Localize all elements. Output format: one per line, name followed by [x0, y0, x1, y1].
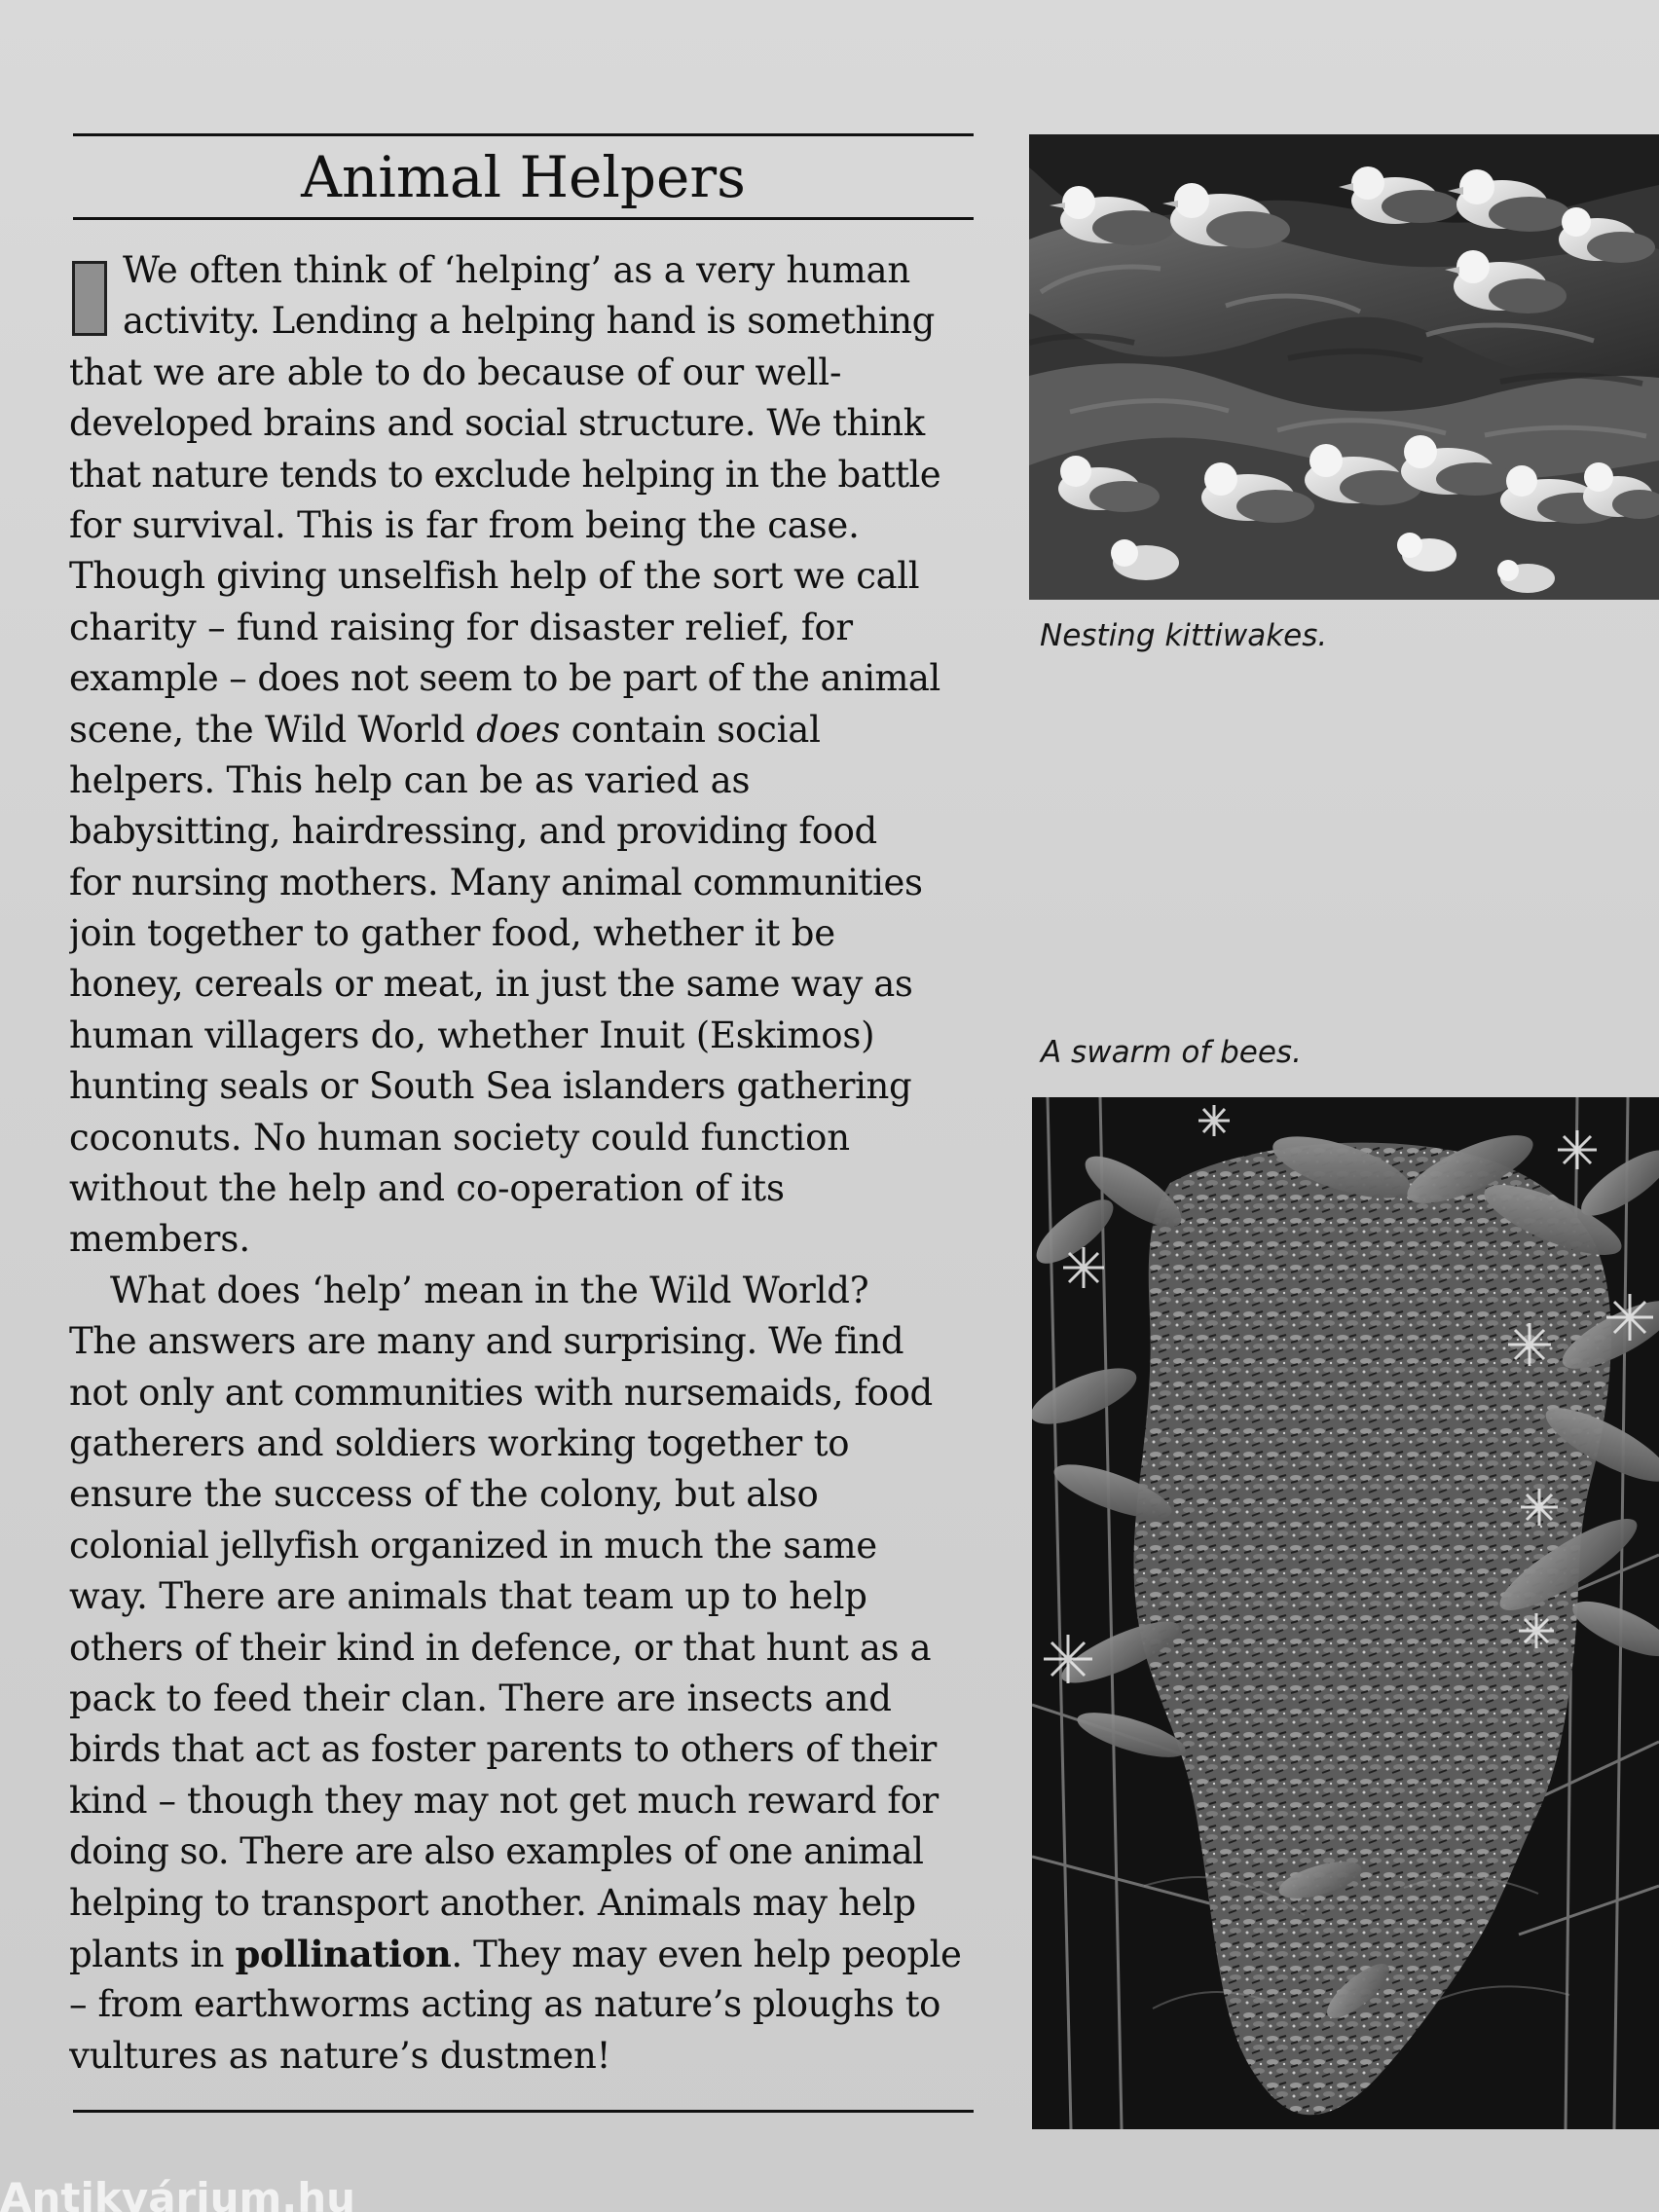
article-line-10-prefix: scene, the Wild World — [69, 708, 477, 751]
article-line-13: for nursing mothers. Many animal communities — [69, 861, 923, 903]
article-line-24: gatherers and soldiers working together to — [69, 1421, 850, 1464]
bees-photo — [1032, 1097, 1659, 2129]
article-line-32: doing so. There are also examples of one animal — [69, 1830, 924, 1873]
article-line-10 — [69, 705, 979, 756]
article-line-27: way. There are animals that team up to help — [69, 1575, 867, 1618]
watermark: Antikvárium.hu — [0, 2178, 356, 2212]
article-line-20: members. — [69, 1218, 251, 1261]
kittiwakes-photo-svg — [1029, 134, 1659, 600]
article-line-34 — [69, 1929, 979, 1979]
bottom-rule — [73, 2110, 974, 2113]
article-line-34-suffix: . They may even help people — [451, 1933, 962, 1975]
article-line-25: ensure the success of the colony, but also — [69, 1473, 819, 1516]
article-line-8: charity – fund raising for disaster relief, for — [69, 606, 853, 648]
article-line-12: babysitting, hairdressing, and providing food — [69, 810, 877, 853]
kittiwakes-caption: Nesting kittiwakes. — [1040, 618, 1328, 653]
title-underline-rule — [73, 217, 974, 220]
article-line-23: not only ant communities with nursemaids, food — [69, 1371, 933, 1414]
article-line-10-suffix: contain social — [560, 708, 821, 751]
article-line-4: developed brains and social structure. We think — [69, 402, 925, 445]
article-line-19: without the help and co-operation of its — [69, 1167, 785, 1210]
article-line-31: kind – though they may not get much reward for — [69, 1779, 939, 1822]
article-line-10-emphasis: does — [476, 708, 561, 751]
kittiwakes-photo — [1029, 134, 1659, 600]
article-line-11: helpers. This help can be as varied as — [69, 758, 751, 801]
article-line-30: birds that act as foster parents to others of their — [69, 1728, 937, 1771]
article-line-29: pack to feed their clan. There are insects and — [69, 1677, 892, 1719]
top-rule — [73, 133, 974, 136]
article-line-36: vultures as nature’s dustmen! — [69, 2034, 611, 2077]
article-body — [69, 245, 979, 2085]
article-line-28: others of their kind in defence, or that hunt as a — [69, 1626, 932, 1669]
article-line-22: The answers are many and surprising. We find — [69, 1320, 904, 1363]
bees-caption: A swarm of bees. — [1041, 1035, 1302, 1070]
article-line-7: Though giving unselfish help of the sort we call — [69, 555, 920, 598]
article-line-26: colonial jellyfish organized in much the same — [69, 1524, 877, 1567]
bees-photo-svg — [1032, 1097, 1659, 2129]
article-line-1: We often think of ‘helping’ as a very human — [123, 249, 910, 291]
article-line-15: honey, cereals or meat, in just the same way as — [69, 963, 913, 1006]
article-line-21: What does ‘help’ mean in the Wild World? — [110, 1269, 869, 1311]
article-line-6: for survival. This is far from being the case. — [69, 503, 860, 546]
article-line-2: activity. Lending a helping hand is something — [123, 300, 935, 343]
article-line-33: helping to transport another. Animals may help — [69, 1881, 916, 1924]
article-line-14: join together to gather food, whether it be — [69, 912, 835, 955]
article-line-34-strong: pollination — [235, 1932, 452, 1975]
article-line-3: that we are able to do because of our well- — [69, 350, 842, 393]
article-line-16: human villagers do, whether Inuit (Eskimos) — [69, 1014, 875, 1056]
article-line-5: that nature tends to exclude helping in the battle — [69, 453, 941, 496]
page-title: Animal Helpers — [301, 144, 746, 210]
article-line-9: example – does not seem to be part of the animal — [69, 657, 940, 700]
article-line-34-prefix: plants in — [69, 1933, 236, 1975]
article-line-35: – from earthworms acting as nature’s ploughs to — [69, 1983, 941, 2026]
article-line-18: coconuts. No human society could function — [69, 1116, 850, 1159]
article-line-17: hunting seals or South Sea islanders gathering — [69, 1065, 912, 1108]
